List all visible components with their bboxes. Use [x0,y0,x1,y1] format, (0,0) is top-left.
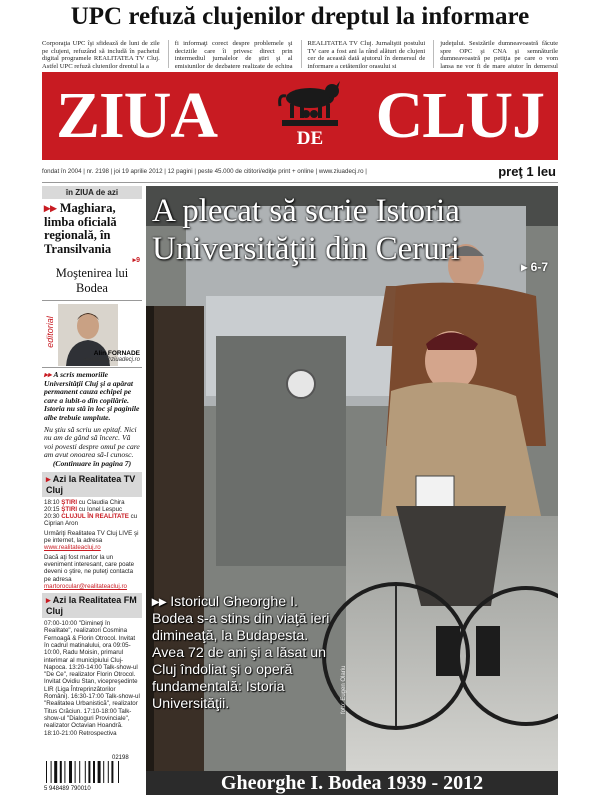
masthead [42,72,558,160]
editorial-lead: A scris memoriile Universităţii Cluj şi a apărat permanent cauza echipei pe care a iubit-o din copilărie. Istoria nu stă în loc şi paginile albe trebuie umplute. [44,370,140,422]
price: preţ 1 leu [498,164,556,179]
fm-schedule-title: ▸ Azi la Realitatea FM Cluj [42,593,142,618]
top-headline: UPC refuză clujenilor dreptul la informare [70,3,530,30]
editorial-box [42,300,142,368]
editorial-body: Nu ştiu să scriu un epitaf. Nici nu am de gând să încerc. Vă voi povesti despre omul pe care am avut onoarea să-l cunosc. [44,424,140,460]
story-title: Maghiara, limba oficială regională, în Transilvania [44,201,117,256]
svg-text:5 948489 790010: 5 948489 790010 [44,786,91,792]
sidebar [42,186,142,790]
fm-schedule: 07:00-10:00 "Dimineţi în Realitate", realizatori Cosmina Fernoagă & Florin Otrocol. Invitat în cadrul matinalului, ora 09:05-10:00, Radu Moisin, primarul interimar al municipiului Cluj-Napoca. 13:20-14:00 Talk-show-ul "De Ce", realizator Florin Otrocol. Invitat Ovidiu Stan, vicepreşedinte LIR (Liga Întreprinzătorilor Români). 16:30-17:00 Talk-show-ul "Realitatea Urbanistică", realizator Titus Crăciun. 17:10-18:00 Talk-show-ul "Dialoguri Provinciale", realizator Octavian Hoandră. 18:10-21:00 Retrospectiva [44,620,140,737]
author-name: Alin FORNADE [93,350,140,357]
tv-item: 20:15 ŞTIRI cu Ionel Lespuc [44,505,123,513]
svg-text:02198: 02198 [112,755,129,761]
editorial-continued[interactable]: (Continuare în pagina 7) [52,458,132,468]
arrow-icon: ▸▸ [44,201,57,215]
she-wolf-logo-icon [276,76,344,128]
main-photo [146,186,558,771]
tv-schedule [42,497,142,594]
tv-email-link[interactable]: martorocular@realitateacluj.ro [44,582,127,590]
masthead-de: DE [296,128,324,149]
tv-schedule-title: ▸ Azi la Realitatea TV Cluj [42,472,142,497]
editorial-text: ▸▸ A scris memoriile Universităţii Cluj şi a apărat permanent cauza echipei pe care a iubit-o din copilărie. Istoria nu stă în loc şi paginile albe trebuie umplute. Nu ştiu să scriu un epitaf. Nici nu am de gând să încerc. Vă voi povesti despre omul pe care am avut onoarea să-l cunosc. (Continuare în pagina 7) [44,370,140,468]
tv-website-link[interactable]: www.realitateacluj.ro [44,544,101,552]
feature-title[interactable]: Moştenirea lui Bodea [55,266,129,295]
issue-info: fondat în 2004 | nr. 2198 | joi 19 aprilie 2012 | 12 pagini | peste 45.000 de cititori/ediţie print + online | www.ziuadecj.ro | [42,168,367,175]
teaser-col-1: Corporaţia UPC îşi sfidează de luni de zile pe clujeni, refuzând să includă în pachetul digital programele REALITATEA TV Cluj. Astfel UPC refuză clujenilor dreptul la a [42,40,160,68]
tv-item: 20:30 CLUJUL ÎN REALITATE cu Ciprian Aron [44,513,138,528]
photo-credit: foto: Eugen Olariu [341,665,347,714]
teaser-col-3: REALITATEA TV Cluj. Jurnaliştii postului TV care a fost ani la rând alături de clujeni cer de această dată ajutorul în demersul de informare a cetăţenilor oraşului şi [301,40,426,68]
teaser-col-2: fi informaţi corect despre problemele şi deciziile care îi privesc direct prin intermediul jurnalelor de ştiri şi al emisiunilor de dezbatere realizate de echipa [168,40,293,68]
masthead-cluj: CLUJ [375,79,544,152]
main-page-ref: ▸ 6-7 [521,260,548,274]
info-bar [42,161,558,183]
photo-caption: ▸▸ Istoricul Gheorghe I. Bodea s-a stins din viaţă ieri dimineaţă, la Budapesta. Avea 72 de ani şi a lăsat un Cluj îndoliat şi o operă fundamentală: Istoria Universităţii. [152,594,330,712]
in-today-header: în ZIUA de azi [42,186,142,199]
story-link[interactable] [42,199,142,256]
barcode [42,752,142,792]
tv-item: 18:10 ŞTIRI cu Claudia Chira [44,498,125,506]
editorial-tag: editorial [45,316,55,348]
tv-contact: Dacă aţi fost martor la un eveniment interesant, care poate deveni o ştire, ne puteţi contacta pe adresa martorocular@realitateacluj.ro [44,553,135,590]
author-email[interactable]: redactie@ziuadecj.ro [83,357,140,363]
main-headline[interactable]: A plecat să scrie Istoria Universităţii din Ceruri [152,193,460,267]
story-page-ref: ▸9 [132,257,140,264]
masthead-ziua: ZIUA [56,79,218,152]
tv-note: Urmăriţi Realitatea TV Cluj LIVE şi pe internet, la adresa www.realitateacluj.ro [44,529,139,552]
teaser-col-4: judeţului. Sesizările dumneavoastră făcute spre OPC şi CNA şi semnăturile dumneavoastră pe petiţia pe care o vom lansa ne vor fi de mare ajutor în demersul [433,40,558,68]
author-block [84,350,140,364]
bottom-banner: Gheorghe I. Bodea 1939 - 2012 [146,771,558,795]
top-teaser [42,40,558,68]
